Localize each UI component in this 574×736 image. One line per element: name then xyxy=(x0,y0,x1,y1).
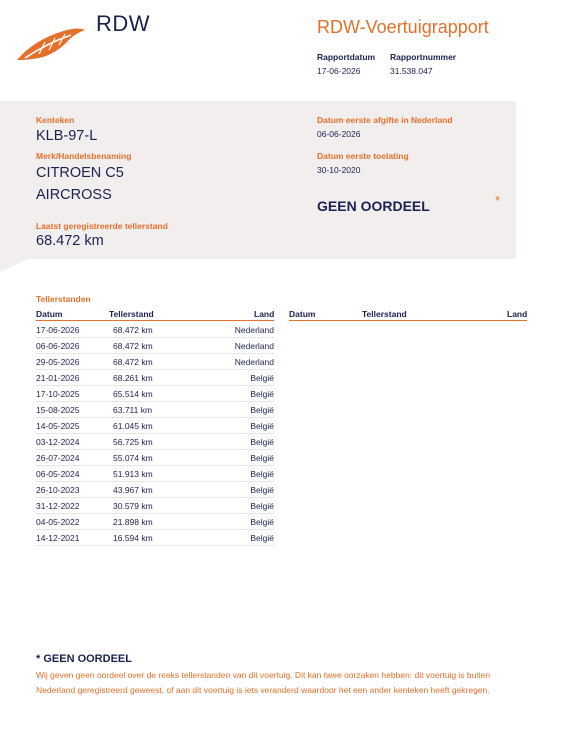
cell-date: 14-12-2021 xyxy=(36,533,80,543)
cell-date: 21-01-2026 xyxy=(36,373,80,383)
readings-title: Tellerstanden xyxy=(36,294,91,304)
cell-reading: 68.472 km xyxy=(113,357,153,367)
model-value: AIRCROSS xyxy=(36,187,112,203)
rdw-logo-icon xyxy=(15,24,87,64)
col-header-reading: Tellerstand xyxy=(109,309,154,319)
table-row xyxy=(36,370,274,386)
col-header-country: Land xyxy=(254,309,275,319)
col-header-date-2: Datum xyxy=(289,309,316,319)
cell-country: België xyxy=(250,501,274,511)
table-row xyxy=(36,450,274,466)
make-value: CITROEN C5 xyxy=(36,165,124,181)
cell-date: 04-05-2022 xyxy=(36,517,80,527)
plate-label: Kenteken xyxy=(36,115,75,125)
cell-country: België xyxy=(250,517,274,527)
cell-date: 17-06-2026 xyxy=(36,325,80,335)
cell-reading: 51.913 km xyxy=(113,469,153,479)
cell-reading: 16.594 km xyxy=(113,533,153,543)
first-nl-value: 06-06-2026 xyxy=(317,129,361,139)
cell-reading: 68.472 km xyxy=(113,325,153,335)
verdict-text: GEEN OORDEEL xyxy=(317,198,430,214)
cell-country: België xyxy=(250,485,274,495)
cell-country: België xyxy=(250,421,274,431)
report-title: RDW-Voertuigrapport xyxy=(317,17,489,37)
first-nl-label: Datum eerste afgifte in Nederland xyxy=(317,115,453,125)
col-header-reading-2: Tellerstand xyxy=(362,309,407,319)
cell-country: België xyxy=(250,469,274,479)
table-row xyxy=(36,322,274,338)
cell-reading: 61.045 km xyxy=(113,421,153,431)
report-number-label: Rapportnummer xyxy=(390,52,457,62)
cell-reading: 56.725 km xyxy=(113,437,153,447)
cell-date: 06-05-2024 xyxy=(36,469,80,479)
cell-reading: 65.514 km xyxy=(113,389,153,399)
cell-date: 29-05-2026 xyxy=(36,357,80,367)
table-row xyxy=(36,498,274,514)
table-row xyxy=(36,402,274,418)
cell-reading: 68.472 km xyxy=(113,341,153,351)
table-row xyxy=(36,418,274,434)
odometer-label: Laatst geregistreerde tellerstand xyxy=(36,221,168,231)
table-row xyxy=(36,338,274,354)
table-row xyxy=(36,514,274,530)
cell-country: België xyxy=(250,437,274,447)
cell-date: 14-05-2025 xyxy=(36,421,80,431)
table-row xyxy=(36,434,274,450)
header-underline-right xyxy=(289,320,527,321)
verdict-asterisk: * xyxy=(495,193,501,208)
cell-country: Nederland xyxy=(234,325,274,335)
note-text: Wij geven geen oordeel over de reeks tellerstanden van dit voertuig. Dit kan twee oorzaken hebben: dit voertuig is buiten Nederland geregistreerd geweest, of aan dit voertuig is iets veranderd waardoor het een ander kenteken heeft gekregen. xyxy=(36,670,491,695)
cell-country: Nederland xyxy=(234,341,274,351)
cell-date: 06-06-2026 xyxy=(36,341,80,351)
table-row xyxy=(36,482,274,498)
table-row xyxy=(36,354,274,370)
cell-reading: 55.074 km xyxy=(113,453,153,463)
header-underline-left xyxy=(36,320,274,321)
report-number-value: 31.538.047 xyxy=(390,66,433,76)
col-header-date: Datum xyxy=(36,309,63,319)
odometer-value: 68.472 km xyxy=(36,233,104,249)
table-row xyxy=(36,530,274,546)
plate-value: KLB-97-L xyxy=(36,128,98,144)
make-label: Merk/Handelsbenaming xyxy=(36,151,132,161)
table-row xyxy=(36,386,274,402)
cell-date: 17-10-2025 xyxy=(36,389,80,399)
col-header-country-2: Land xyxy=(507,309,528,319)
report-date-value: 17-06-2026 xyxy=(317,66,361,76)
cell-reading: 21.898 km xyxy=(113,517,153,527)
first-admission-value: 30-10-2020 xyxy=(317,165,361,175)
note-title: * GEEN OORDEEL xyxy=(36,653,132,665)
report-date-label: Rapportdatum xyxy=(317,52,376,62)
panel-corner xyxy=(0,258,30,272)
cell-date: 31-12-2022 xyxy=(36,501,80,511)
table-row xyxy=(36,466,274,482)
cell-reading: 30.579 km xyxy=(113,501,153,511)
cell-date: 03-12-2024 xyxy=(36,437,80,447)
cell-country: Nederland xyxy=(234,357,274,367)
cell-reading: 43.967 km xyxy=(113,485,153,495)
cell-reading: 68.261 km xyxy=(113,373,153,383)
cell-country: België xyxy=(250,405,274,415)
cell-country: België xyxy=(250,453,274,463)
readings-table xyxy=(36,322,274,546)
cell-date: 26-10-2023 xyxy=(36,485,80,495)
cell-country: België xyxy=(250,389,274,399)
cell-country: België xyxy=(250,533,274,543)
cell-reading: 63.711 km xyxy=(113,405,153,415)
cell-date: 26-07-2024 xyxy=(36,453,80,463)
first-admission-label: Datum eerste toelating xyxy=(317,151,409,161)
cell-country: België xyxy=(250,373,274,383)
logo-text: RDW xyxy=(96,11,151,36)
cell-date: 15-08-2025 xyxy=(36,405,80,415)
